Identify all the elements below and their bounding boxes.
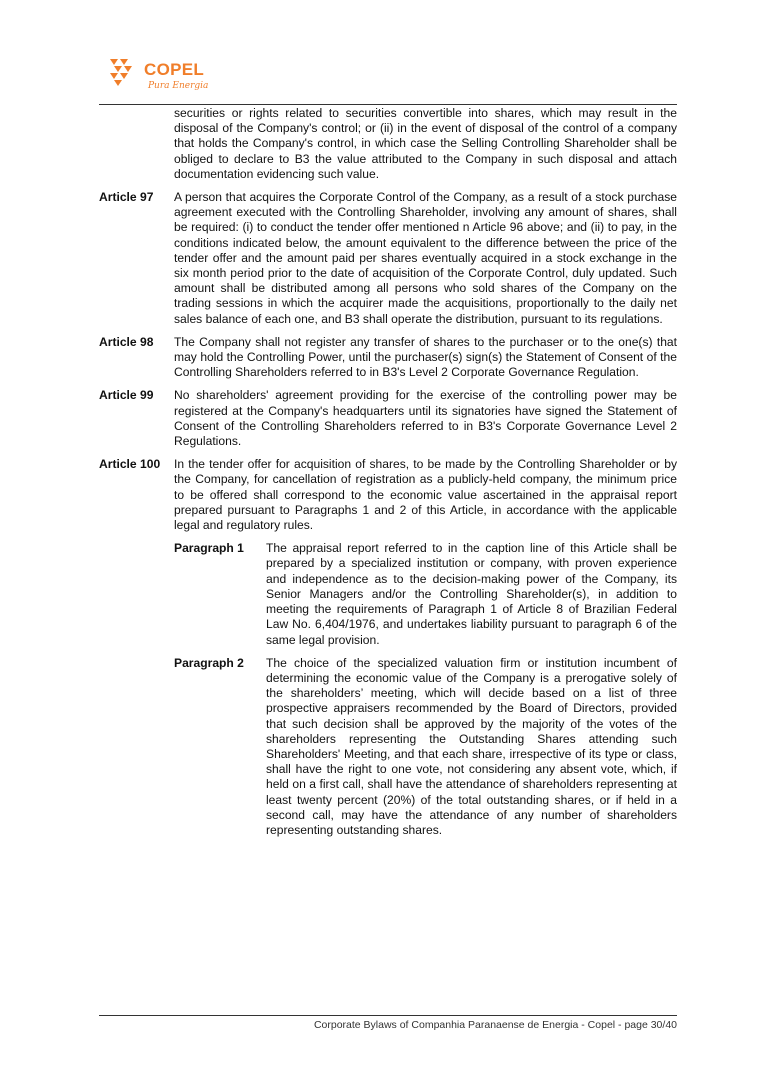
article-text: A person that acquires the Corporate Control of the Company, as a result of a stock purchase agreement executed with the Controlling Shareholder, involving any amount of shares, shall be required: (i) to conduct the tender offer mentioned n Article 96 above; and (ii) to pay, in the conditions indicated below, the amount equivalent to the difference between the price of the tender offer and the amount paid per shares eventually acquired in a stock exchange in the six month period prior to the date of acquisition of the Corporate Control, duly updated. Such amount shall be distributed among all persons who sold shares of the Company on the trading sessions in which the acquirer made the acquisitions, proportionally to the daily net sales balance of each one, and B3 shall operate the distribution, pursuant to its regulations. [174, 190, 677, 326]
header-divider [99, 104, 677, 105]
paragraph-text: The appraisal report referred to in the caption line of this Article shall be prepared by a specialized institution or company, with proven experience and independence as to the decision-making power of the Company, its Senior Managers and/or the Controlling Shareholder(s), in addition to meeting the requirements of Paragraph 1 of Article 8 of Brazilian Federal Law No. 6,404/1976, and undertakes liability pursuant to paragraph 6 of the same legal provision. [266, 541, 677, 647]
article-text: The Company shall not register any transfer of shares to the purchaser or to the one(s) that may hold the Controlling Power, until the purchaser(s) sign(s) the Statement of Consent of the Controlling Shareholders referred to in B3's Level 2 Corporate Governance Regulation. [174, 334, 677, 380]
page-footer: Corporate Bylaws of Companhia Paranaense de Energia - Copel - page 30/40 [313, 1019, 677, 1031]
paragraph-label: Paragraph 1 [174, 541, 244, 556]
article-label: Article 98 [99, 334, 154, 349]
document-body [99, 106, 677, 846]
footer-divider [99, 1015, 677, 1016]
article-label: Article 97 [99, 190, 154, 205]
article-100 [99, 457, 677, 533]
copel-logo [108, 55, 218, 95]
article-98 [99, 335, 677, 381]
continuation-paragraph: securities or rights related to securities convertible into shares, which may result in the disposal of the Company's control; or (ii) in the event of disposal of the control of a company that holds the Company's control, in which case the Selling Controlling Shareholder shall be obliged to declare to B3 the value attributed to the Company in such disposal and attach documentation evidencing such value. [174, 106, 677, 181]
paragraph-1 [174, 541, 677, 647]
paragraph-label: Paragraph 2 [174, 655, 244, 670]
article-text: In the tender offer for acquisition of shares, to be made by the Controlling Shareholder or by the Company, for cancellation of registration as a publicly-held company, the minimum price to be offered shall correspond to the economic value ascertained in the appraisal report prepared pursuant to Paragraphs 1 and 2 of this Article, in accordance with the applicable legal and regulatory rules. [174, 457, 677, 533]
logo-tagline: Pura Energia [148, 81, 209, 91]
paragraph-text: The choice of the specialized valuation firm or institution incumbent of determining the economic value of the Company is a prerogative solely of the shareholders’ meeting, which will decide based on a list of three prospective appraisers recommended by the Board of Directors, provided that such decision shall be approved by the majority of the votes of the shareholders representing the Outstanding Shares attending such Shareholders' Meeting, and that each share, irrespective of its type or class, shall have the right to one vote, not considering any absent vote, which, if held on a first call, shall have the attendance of shareholders representing at least twenty percent (20%) of the total outstanding shares, or if held in a second call, may have the attendance of any number of shareholders representing outstanding shares. [266, 655, 677, 837]
article-text: No shareholders' agreement providing for the exercise of the controlling power may be registered at the Company's headquarters until its signatories have signed the Statement of Consent of the Controlling Shareholders referred to in B3's Corporate Governance Level 2 Regulations. [174, 388, 677, 449]
copel-logo-mark-icon [108, 57, 140, 87]
article-99 [99, 388, 677, 449]
logo-brand-name: COPEL [144, 60, 205, 79]
article-97 [99, 190, 677, 327]
article-label: Article 99 [99, 388, 154, 403]
paragraph-2 [174, 656, 677, 838]
article-label: Article 100 [99, 457, 161, 472]
